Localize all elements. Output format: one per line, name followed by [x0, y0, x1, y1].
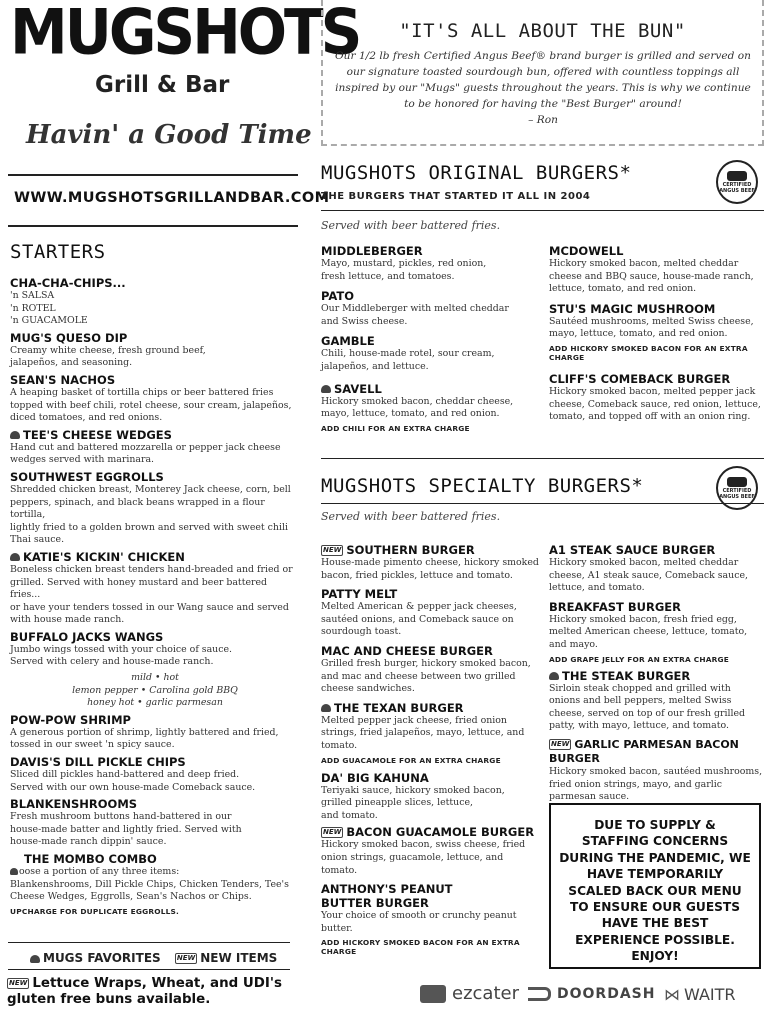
pandemic-notice: DUE TO SUPPLY & STAFFING CONCERNS DURING THE PANDEMIC, WE HAVE TEMPORARILY SCALED BACK OUR MENU TO ENSURE OUR GUESTS HAVE THE BEST EXPERIENCE POSSIBLE. ENJOY!	[549, 803, 761, 969]
item-name: DAVIS'S DILL PICKLE CHIPS	[10, 755, 186, 770]
starters-heading: STARTERS	[10, 241, 106, 263]
item-desc: Hickory smoked bacon, sautéed mushrooms,	[549, 765, 763, 777]
item-desc: Hickory smoked bacon, swiss cheese, fried	[321, 839, 526, 851]
burger-icon	[10, 553, 20, 561]
item-desc: Your choice of smooth or crunchy peanut	[321, 910, 517, 922]
burger-icon	[10, 431, 20, 439]
burger-icon	[321, 704, 331, 712]
menu-item	[549, 669, 764, 733]
menu-item	[321, 543, 543, 582]
served-with: Served with beer battered fries.	[321, 510, 501, 523]
item-desc: peppers, spinach, and black beans wrapped in a flour tortilla,	[10, 496, 265, 521]
item-name: GARLIC PARMESAN BACON BURGER	[549, 737, 739, 765]
item-desc: topped with beef chili, rotel cheese, sour cream, jalapeños,	[10, 399, 292, 411]
extra-note: ADD HICKORY SMOKED BACON FOR AN EXTRA CHARGE	[321, 938, 520, 957]
original-heading: MUGSHOTS ORIGINAL BURGERS*	[321, 162, 632, 184]
item-desc: sautéed onions, and Comeback sauce on	[321, 613, 514, 625]
item-name: PATTY MELT	[321, 587, 398, 602]
divider	[8, 225, 298, 227]
item-desc: Melted American & pepper jack cheeses,	[321, 601, 517, 613]
extra-note: ADD GRAPE JELLY FOR AN EXTRA CHARGE	[549, 654, 730, 664]
served-with: Served with beer battered fries.	[321, 219, 501, 232]
item-desc: Shredded chicken breast, Monterey Jack cheese, corn, bell	[10, 483, 291, 495]
menu-item	[321, 644, 543, 696]
item-desc: butter.	[321, 922, 353, 934]
item-desc: Served with celery and house-made ranch.	[10, 656, 214, 668]
item-desc: Hickory smoked bacon, melted cheddar	[549, 258, 739, 269]
menu-item	[10, 713, 300, 752]
item-name: THE TEXAN BURGER	[334, 700, 464, 715]
item-desc: Grilled fresh burger, hickory smoked bacon,	[321, 657, 531, 669]
menu-item	[321, 382, 541, 433]
certified-angus-beef-logo	[716, 160, 758, 204]
menu-item	[10, 797, 300, 849]
menu-item	[321, 701, 543, 765]
item-desc: grilled. Served with honey mustard and beer battered fries...	[10, 576, 268, 601]
item-desc: or have your tenders tossed in our Wang sauce and served	[10, 601, 289, 613]
item-desc: and mac and cheese between two grilled	[321, 670, 516, 682]
menu-item	[10, 331, 300, 370]
item-desc: grilled pineapple slices, lettuce,	[321, 797, 473, 809]
item-name: SEAN'S NACHOS	[10, 372, 116, 387]
menu-item	[321, 289, 541, 328]
item-desc: and tomato.	[321, 809, 378, 821]
item-desc: mayo, lettuce, tomato, and red onion.	[549, 328, 728, 340]
item-name: MUG'S QUESO DIP	[10, 330, 128, 345]
item-option: 'n GUACAMOLE	[10, 315, 88, 327]
divider	[8, 969, 290, 970]
cab-text: CERTIFIED	[722, 181, 752, 188]
divider	[321, 210, 764, 211]
waitr-text: WAITR	[684, 985, 736, 1004]
legend-new: NEW ITEMS	[200, 951, 278, 965]
item-desc: onion strings, guacamole, lettuce, and	[321, 851, 504, 863]
item-desc: Served with our own house-made Comeback sauce.	[10, 781, 256, 793]
menu-item	[549, 543, 764, 595]
item-desc: Blankenshrooms, Dill Pickle Chips, Chicken Tenders, Tee's	[10, 878, 289, 890]
item-name: DA' BIG KAHUNA	[321, 770, 429, 785]
new-badge-icon: NEW	[551, 740, 570, 749]
item-name: SAVELL	[334, 381, 382, 396]
item-desc: Melted pepper jack cheese, fried onion	[321, 714, 507, 726]
item-desc: Sirloin steak chopped and grilled with	[549, 682, 731, 694]
item-desc: mayo, lettuce, tomato, and red onion.	[321, 408, 500, 420]
menu-item	[10, 630, 300, 710]
item-desc: house-made ranch dippin' sauce.	[10, 836, 167, 848]
item-desc: fresh lettuce, and tomatoes.	[321, 270, 455, 282]
sauce-option: mild • hot	[131, 672, 179, 684]
burger-icon	[549, 672, 559, 680]
item-desc: bacon, fried pickles, lettuce and tomato.	[321, 569, 513, 581]
cab-text: CERTIFIED	[722, 487, 752, 494]
item-desc: A generous portion of shrimp, lightly battered and fried,	[10, 726, 279, 738]
item-name: POW-POW SHRIMP	[10, 712, 131, 727]
menu-item	[321, 771, 543, 823]
item-name: SOUTHERN BURGER	[346, 543, 475, 557]
item-name: BUTTER BURGER	[321, 896, 429, 911]
ezcater-text: ezcater	[452, 983, 519, 1004]
cab-text: ANGUS BEEF	[719, 493, 755, 500]
brand-logo: MUGSHOTS	[10, 0, 360, 69]
item-desc: Chili, house-made rotel, sour cream,	[321, 348, 495, 360]
menu-item	[549, 372, 764, 424]
item-desc: lightly fried to a golden brown and served with sweet chili	[10, 521, 288, 533]
original-left-column	[321, 244, 541, 433]
item-desc: fried onion strings, mayo, and garlic	[549, 778, 722, 790]
menu-item	[10, 470, 300, 547]
item-name: BACON GUACAMOLE BURGER	[346, 825, 535, 840]
legend	[30, 951, 277, 965]
item-name: THE STEAK BURGER	[562, 668, 691, 683]
item-desc: cheese and BBQ sauce, house-made ranch,	[549, 270, 754, 282]
menu-item	[321, 825, 543, 877]
item-desc: lettuce, tomato, and red onion.	[549, 283, 697, 295]
menu-item	[549, 600, 764, 664]
item-name: A1 STEAK SAUCE BURGER	[549, 543, 716, 557]
menu-item	[10, 852, 300, 916]
item-desc: Hickory smoked bacon, melted cheddar	[549, 557, 739, 568]
item-desc: diced tomatoes, and red onions.	[10, 412, 163, 424]
item-name: TEE'S CHEESE WEDGES	[23, 427, 172, 442]
item-desc: melted American cheese, lettuce, tomato,	[549, 626, 748, 638]
item-desc: Thai sauce.	[10, 534, 65, 546]
divider	[8, 942, 290, 943]
extra-note: ADD GUACAMOLE FOR AN EXTRA CHARGE	[321, 755, 501, 765]
menu-item	[10, 428, 300, 467]
item-desc: cheese, served on top of our fresh grilled	[549, 707, 746, 719]
item-desc: Mayo, mustard, pickles, red onion,	[321, 258, 487, 269]
item-desc: and Swiss cheese.	[321, 315, 408, 327]
item-desc: wedges served with marinara.	[10, 454, 155, 466]
item-desc: tossed in our sweet 'n spicy sauce.	[10, 739, 175, 751]
menu-item	[549, 302, 764, 362]
sauce-option: lemon pepper • Carolina gold BBQ	[72, 684, 238, 696]
item-desc: strings, fried jalapeños, mayo, lettuce, and	[321, 727, 525, 739]
item-desc: Teriyaki sauce, hickory smoked bacon,	[321, 784, 505, 796]
item-desc: sourdough toast.	[321, 626, 402, 638]
tagline: Havin' a Good Time	[26, 120, 312, 150]
item-name: ANTHONY'S PEANUT	[321, 882, 453, 897]
cow-icon	[727, 477, 747, 487]
item-desc: Our Middleberger with melted cheddar	[321, 303, 509, 315]
sauce-option: honey hot • garlic parmesan	[87, 697, 223, 709]
item-desc: Sautéed mushrooms, melted Swiss cheese,	[549, 315, 754, 327]
item-name: MAC AND CHEESE BURGER	[321, 643, 493, 658]
item-desc: cheese sandwiches.	[321, 683, 415, 695]
doordash-logo[interactable]	[528, 986, 655, 1002]
upcharge-note: UPCHARGE FOR DUPLICATE EGGROLLS.	[10, 906, 180, 916]
menu-item	[10, 276, 300, 328]
ezcater-icon	[420, 985, 446, 1003]
item-name: KATIE'S KICKIN' CHICKEN	[23, 549, 185, 564]
item-desc: parmesan sauce.	[549, 791, 630, 803]
item-name: STU'S MAGIC MUSHROOM	[549, 301, 716, 316]
legend-favorites: MUGS FAVORITES	[43, 951, 161, 965]
item-name: BUFFALO JACKS WANGS	[10, 629, 164, 644]
divider	[321, 458, 764, 459]
menu-item	[321, 244, 541, 283]
menu-item	[321, 587, 543, 639]
new-badge-icon: NEW	[176, 954, 196, 962]
burger-icon	[10, 868, 18, 875]
extra-note: ADD HICKORY SMOKED BACON FOR AN EXTRA CHARGE	[549, 343, 748, 362]
item-desc: Hickory smoked bacon, melted pepper jack	[549, 385, 756, 397]
menu-item	[10, 755, 300, 794]
item-desc: lettuce, and tomato.	[549, 582, 645, 594]
item-desc: tomato.	[321, 864, 358, 876]
doordash-icon	[528, 987, 551, 1001]
divider	[321, 503, 764, 504]
specialty-left-column	[321, 543, 543, 956]
bun-title: "IT'S ALL ABOUT THE BUN"	[399, 20, 686, 42]
item-desc: oose a portion of any three items:	[19, 866, 180, 877]
item-option: 'n ROTEL	[10, 302, 56, 314]
cab-text: ANGUS BEEF	[719, 187, 755, 194]
starters-list	[10, 276, 300, 916]
menu-item	[10, 550, 300, 627]
waitr-icon: ⋈	[664, 985, 680, 1004]
item-desc: cheese, A1 steak sauce, Comeback sauce,	[549, 569, 748, 581]
item-desc: patty, with mayo, lettuce, and tomato.	[549, 720, 729, 732]
item-desc: Cheese Wedges, Eggrolls, Sean's Nachos or Chips.	[10, 891, 252, 903]
original-subtitle: THE BURGERS THAT STARTED IT ALL IN 2004	[321, 191, 591, 202]
new-badge-icon: NEW	[323, 828, 342, 837]
item-desc: Hand cut and battered mozzarella or pepper jack cheese	[10, 441, 281, 453]
item-desc: Sliced dill pickles hand-battered and deep fried.	[10, 769, 240, 781]
footer-note: NEW Lettuce Wraps, Wheat, and UDI's gluten free buns available.	[7, 976, 282, 1007]
cow-icon	[727, 171, 747, 181]
item-name: BREAKFAST BURGER	[549, 599, 681, 614]
menu-item	[321, 334, 541, 373]
item-desc: tomato, and topped off with an onion ring.	[549, 411, 751, 423]
item-desc: Fresh mushroom buttons hand-battered in our	[10, 811, 232, 823]
item-desc: Jumbo wings tossed with your choice of sauce.	[10, 643, 232, 655]
ezcater-logo[interactable]	[420, 983, 519, 1004]
specialty-heading: MUGSHOTS SPECIALTY BURGERS*	[321, 475, 644, 497]
item-option: 'n SALSA	[10, 290, 55, 301]
item-desc: jalapeños, and seasoning.	[10, 357, 133, 369]
item-name: CLIFF'S COMEBACK BURGER	[549, 371, 731, 386]
new-badge-icon: NEW	[9, 978, 28, 987]
original-right-column	[549, 244, 764, 424]
item-desc: Creamy white cheese, fresh ground beef,	[10, 344, 206, 356]
menu-item	[549, 244, 764, 296]
item-desc: with house made ranch.	[10, 614, 125, 626]
item-desc: A heaping basket of tortilla chips or beer battered fries	[10, 386, 274, 398]
item-desc: House-made pimento cheese, hickory smoked	[321, 557, 539, 568]
brand-subtitle: Grill & Bar	[95, 72, 230, 98]
doordash-text: DOORDASH	[557, 986, 656, 1002]
item-desc: Hickory smoked bacon, cheddar cheese,	[321, 395, 514, 407]
item-desc: and mayo.	[549, 638, 598, 650]
item-desc: cheese, Comeback sauce, red onion, lettuce,	[549, 398, 761, 410]
item-name: MIDDLEBERGER	[321, 244, 423, 258]
new-badge-icon: NEW	[323, 546, 342, 554]
item-desc: Boneless chicken breast tenders hand-breaded and fried or	[10, 563, 293, 575]
website[interactable]: WWW.MUGSHOTSGRILLANDBAR.COM	[14, 190, 330, 206]
item-desc: jalapeños, and lettuce.	[321, 360, 429, 372]
burger-icon	[30, 955, 40, 963]
menu-item	[321, 882, 543, 956]
item-name: BLANKENSHROOMS	[10, 797, 138, 812]
item-name: SOUTHWEST EGGROLLS	[10, 469, 164, 484]
item-desc: tomato.	[321, 739, 358, 751]
bun-body: Our 1/2 lb fresh Certified Angus Beef® brand burger is grilled and served on our signature toasted sourdough bun, offered with countless toppings all inspired by our "Mugs" guests throughout the years. This is why we continue to be honored for having the "Best Burger" around! – Ron	[335, 50, 751, 126]
item-desc: house-made batter and lightly fried. Served with	[10, 823, 242, 835]
item-name: MCDOWELL	[549, 244, 624, 258]
burger-icon	[321, 385, 331, 393]
item-name: THE MOMBO COMBO	[24, 852, 157, 866]
item-name: CHA-CHA-CHIPS...	[10, 276, 126, 290]
item-desc: onions and bell peppers, melted Swiss	[549, 695, 732, 707]
menu-item	[10, 373, 300, 425]
item-desc: Hickory smoked bacon, fresh fried egg,	[549, 613, 737, 625]
specialty-right-column	[549, 543, 764, 804]
divider	[8, 174, 298, 176]
item-name: PATO	[321, 289, 355, 304]
menu-item	[549, 738, 764, 804]
item-name: GAMBLE	[321, 334, 375, 349]
waitr-logo[interactable]	[664, 985, 736, 1004]
extra-note: ADD CHILI FOR AN EXTRA CHARGE	[321, 423, 470, 433]
